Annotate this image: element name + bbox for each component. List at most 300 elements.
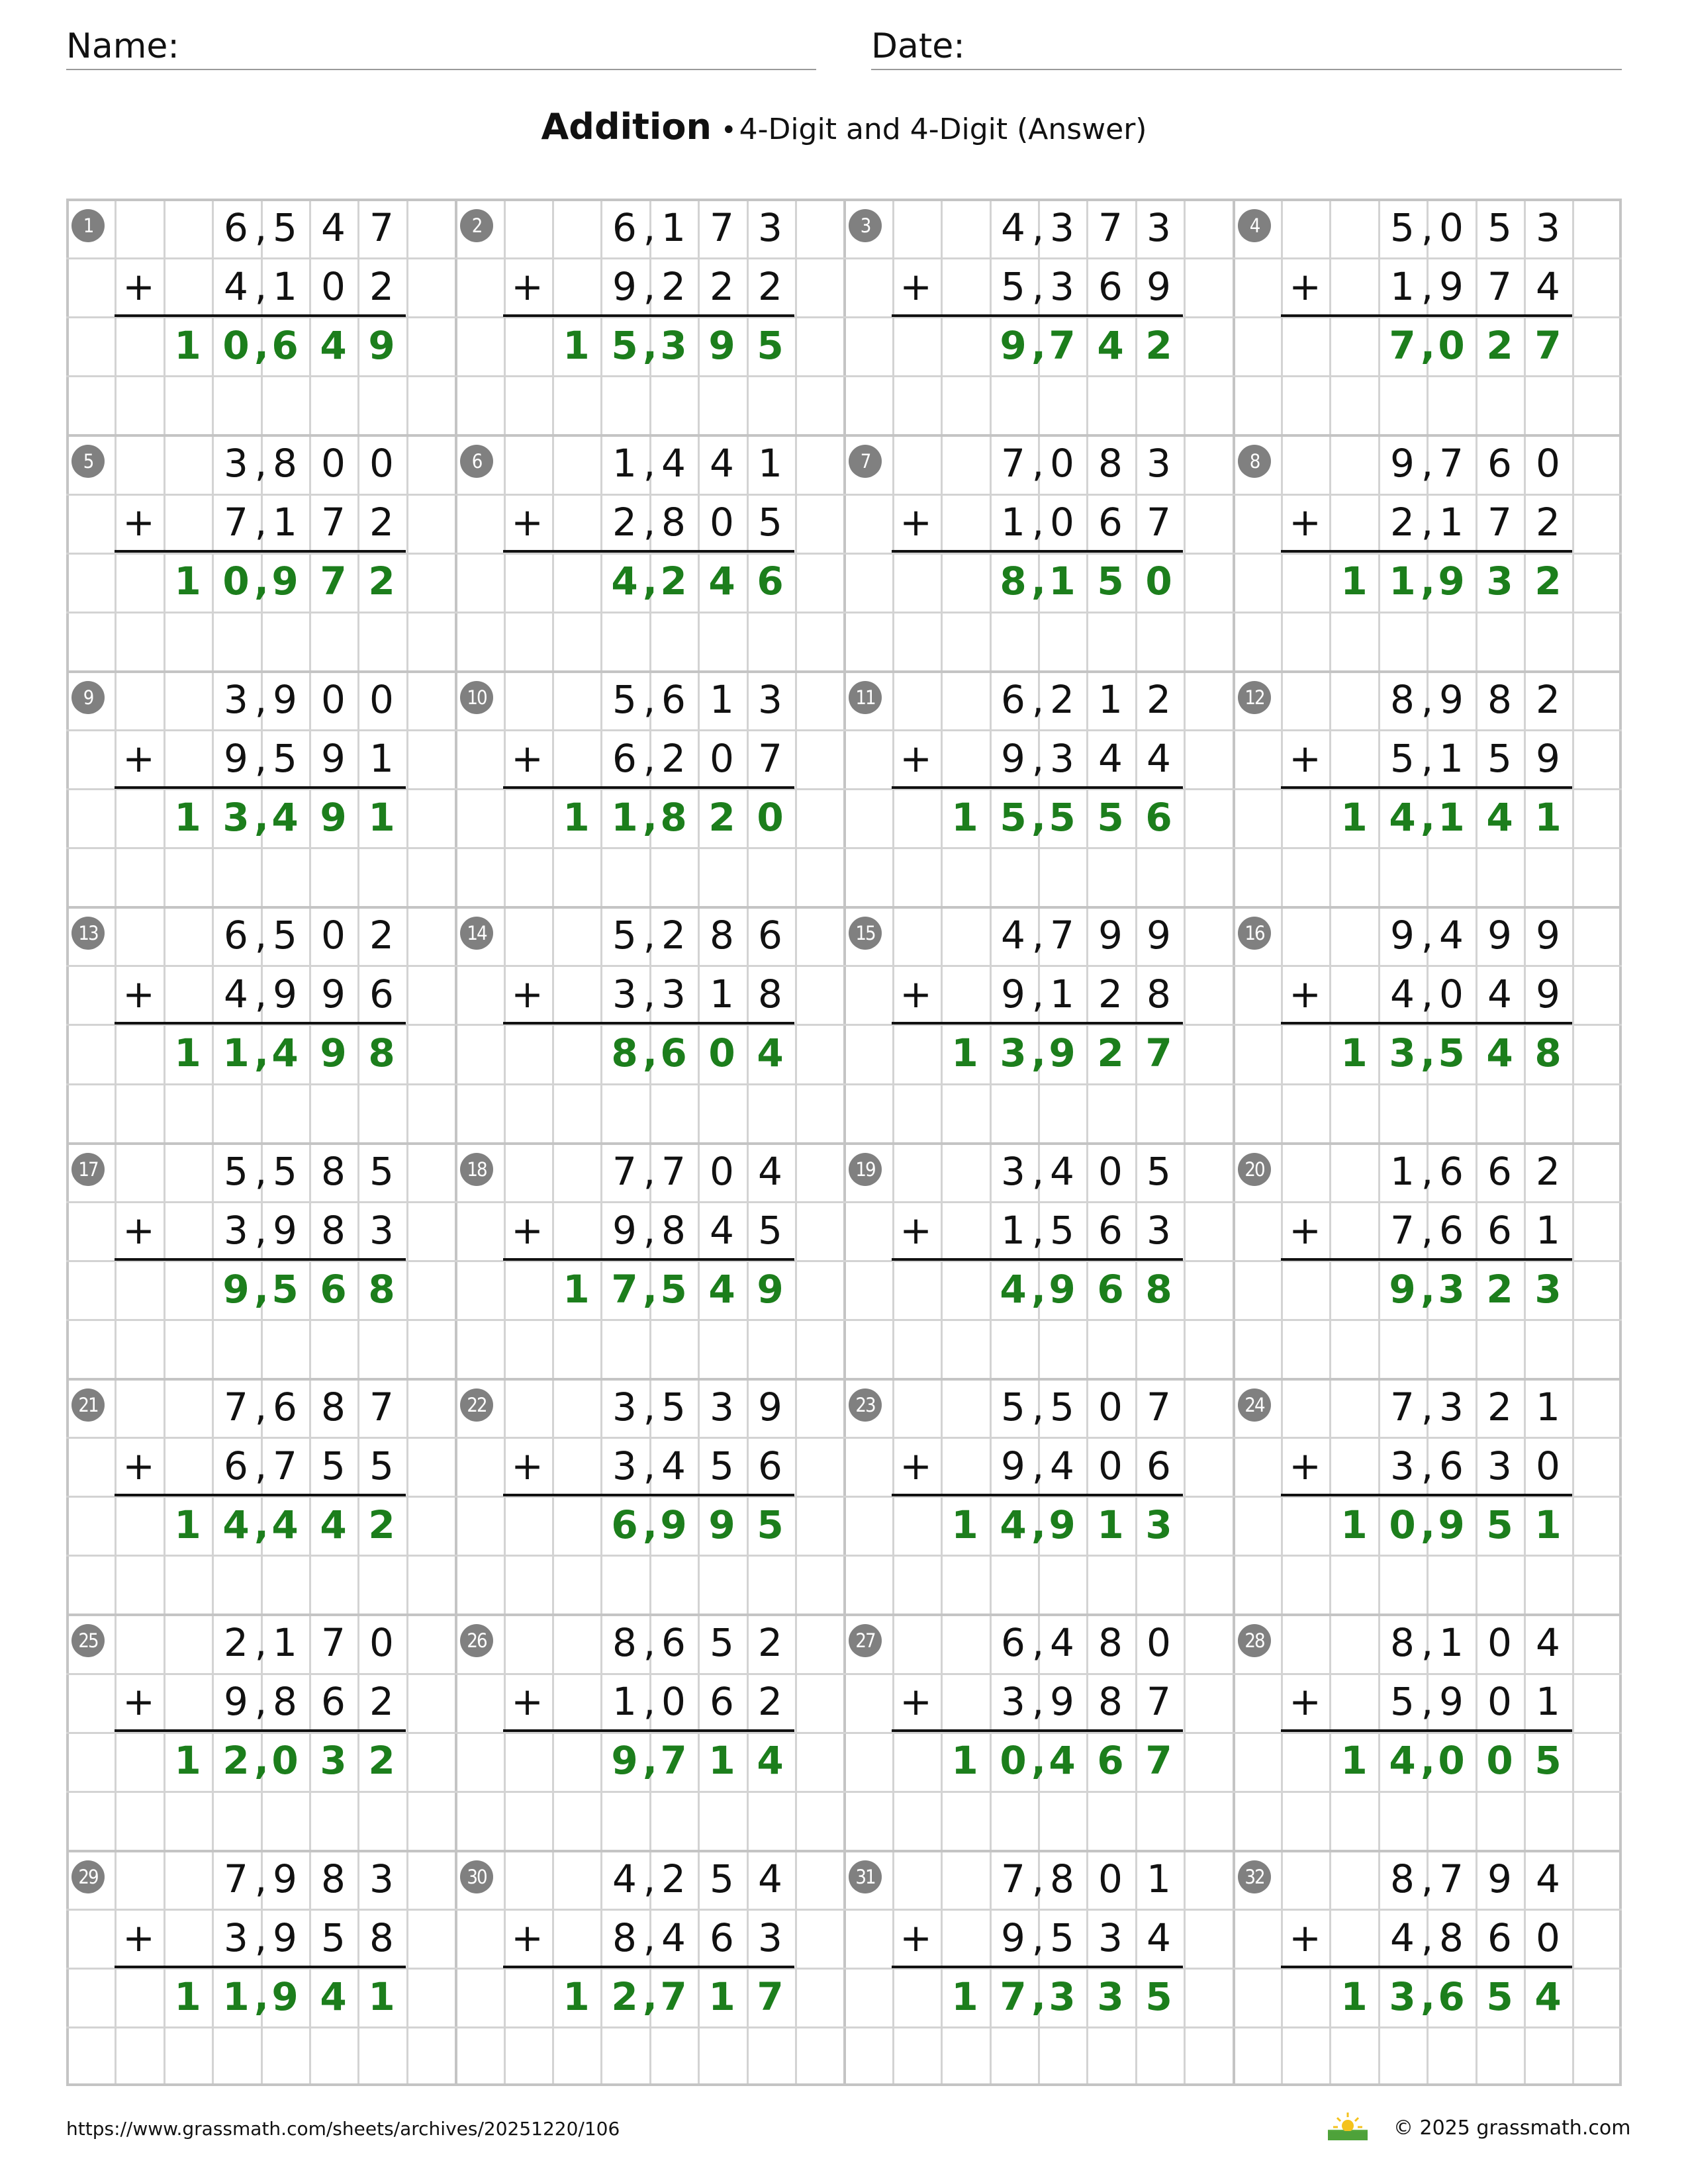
addend-1-digit: 3 [369,1856,394,1901]
problem-number-badge: 20 [1238,1153,1271,1186]
addend-1-digit: 5 [1050,1385,1074,1430]
answer-digit: 2 [1145,323,1172,368]
addend-2-digit: 3 [758,1915,782,1960]
answer-digit: 7 [1145,1030,1172,1075]
addend-2-digit: 6 [1439,1443,1464,1488]
addend-1-comma: , [1031,441,1045,486]
answer-comma: , [1421,1738,1436,1783]
answer-digit: 7 [320,559,347,604]
addend-1-digit: 6 [758,913,782,958]
answer-comma: , [643,1502,658,1547]
date-field[interactable] [871,23,1622,70]
plus-sign: + [122,972,155,1017]
addend-2-digit: 5 [1050,1915,1074,1960]
addend-1-digit: 3 [612,1385,637,1430]
addend-2-digit: 1 [710,972,734,1017]
answer-digit: 1 [368,795,395,840]
addend-2-digit: 1 [273,264,297,309]
answer-digit: 8 [611,1030,638,1075]
problem-number-badge: 1 [71,209,105,242]
answer-digit: 5 [611,323,638,368]
addend-1-digit: 6 [273,1385,297,1430]
addend-1-comma: , [643,677,656,722]
answer-digit: 4 [320,323,347,368]
addend-1-digit: 0 [1536,441,1560,486]
addend-1-digit: 1 [1098,677,1123,722]
answer-digit: 4 [222,1502,250,1547]
answer-digit: 5 [757,1502,784,1547]
answer-digit: 2 [1534,559,1562,604]
answer-digit: 3 [1145,1502,1172,1547]
addend-1-comma: , [1031,913,1045,958]
addend-2-digit: 5 [1390,736,1415,781]
addend-1-digit: 6 [224,913,248,958]
answer-digit: 4 [271,1030,299,1075]
addend-1-digit: 3 [758,205,782,250]
answer-digit: 0 [757,795,784,840]
addend-1-comma: , [254,677,267,722]
answer-digit: 0 [1438,323,1465,368]
problem-number-badge: 22 [460,1388,493,1422]
addend-1-digit: 7 [661,1149,686,1194]
answer-digit: 1 [1534,795,1562,840]
addend-2-comma: , [1031,264,1045,309]
problem-number-badge: 5 [71,445,105,478]
answer-digit: 9 [320,1030,347,1075]
addend-2-digit: 3 [612,972,637,1017]
answer-digit: 1 [222,1974,250,2019]
addend-2-digit: 1 [369,736,394,781]
answer-digit: 6 [271,323,299,368]
problem-number-badge: 16 [1238,917,1271,950]
answer-comma: , [643,323,658,368]
name-field[interactable] [66,23,816,70]
plus-sign: + [900,1208,932,1253]
problem-card [843,670,1232,906]
problem-number-badge: 7 [849,445,882,478]
plus-sign: + [900,972,932,1017]
addend-2-digit: 8 [612,1915,637,1960]
answer-digit: 5 [1097,559,1124,604]
answer-digit: 6 [1438,1974,1465,2019]
answer-digit: 8 [1534,1030,1562,1075]
addend-1-digit: 3 [1439,1385,1464,1430]
addend-1-digit: 4 [1001,205,1025,250]
addend-2-digit: 5 [1390,1679,1415,1724]
answer-digit: 8 [368,1267,395,1312]
answer-digit: 5 [1486,1502,1513,1547]
addend-2-digit: 2 [369,1679,394,1724]
plus-sign: + [900,500,932,545]
answer-digit: 1 [1534,1502,1562,1547]
addend-1-digit: 9 [1147,913,1171,958]
addend-2-digit: 5 [758,1208,782,1253]
answer-digit: 1 [1049,559,1076,604]
addend-1-digit: 0 [369,677,394,722]
problem-card [455,1378,843,1614]
addend-1-digit: 0 [1487,1620,1512,1665]
answer-comma: , [1421,1267,1436,1312]
addend-1-comma: , [1031,677,1045,722]
addend-1-digit: 6 [224,205,248,250]
answer-digit: 1 [563,1974,590,2019]
answer-comma: , [1031,559,1047,604]
addend-1-digit: 0 [369,441,394,486]
answer-digit: 1 [951,1502,978,1547]
answer-digit: 2 [222,1738,250,1783]
addend-1-digit: 7 [1147,1385,1171,1430]
problem-card [843,1850,1232,2085]
answer-digit: 4 [1389,1738,1416,1783]
answer-digit: 3 [1049,1974,1076,2019]
addend-2-digit: 7 [1147,500,1171,545]
answer-digit: 4 [1486,1030,1513,1075]
answer-digit: 2 [368,1502,395,1547]
problem-card [66,1614,455,1849]
answer-digit: 9 [1049,1267,1076,1312]
addend-2-digit: 6 [369,972,394,1017]
answer-digit: 2 [368,1738,395,1783]
addend-2-digit: 9 [224,736,248,781]
addend-2-digit: 9 [1536,972,1560,1017]
addend-1-comma: , [643,1620,656,1665]
addend-2-digit: 4 [224,264,248,309]
addend-1-digit: 8 [273,441,297,486]
answer-digit: 3 [1534,1267,1562,1312]
addend-1-digit: 9 [273,1856,297,1901]
answer-comma: , [1031,1974,1047,2019]
plus-sign: + [122,1915,155,1960]
addend-2-digit: 2 [1390,500,1415,545]
answer-digit: 0 [1145,559,1172,604]
addend-2-digit: 3 [1001,1679,1025,1724]
addend-2-digit: 3 [1147,1208,1171,1253]
addend-1-digit: 4 [1536,1620,1560,1665]
title-main: Addition [541,106,712,148]
addend-1-comma: , [254,441,267,486]
plus-sign: + [122,736,155,781]
answer-digit: 4 [757,1030,784,1075]
answer-digit: 9 [222,1267,250,1312]
addend-2-comma: , [1031,1679,1045,1724]
addend-2-comma: , [1421,264,1434,309]
addend-2-digit: 2 [369,500,394,545]
problem-card [1233,199,1621,434]
addend-1-digit: 3 [1147,205,1171,250]
addend-2-digit: 3 [1050,264,1074,309]
addend-2-digit: 8 [758,972,782,1017]
addend-1-digit: 1 [1439,1620,1464,1665]
addend-1-digit: 3 [224,677,248,722]
addend-1-digit: 4 [1439,913,1464,958]
problem-card [843,1614,1232,1849]
addend-2-digit: 8 [273,1679,297,1724]
answer-digit: 0 [1438,1738,1465,1783]
addend-2-digit: 9 [224,1679,248,1724]
addend-2-digit: 4 [1390,972,1415,1017]
addend-2-digit: 0 [1536,1915,1560,1960]
answer-comma: , [643,559,658,604]
problem-card [455,670,843,906]
addend-1-digit: 8 [1390,677,1415,722]
footer-url: https://www.grassmath.com/sheets/archives/20251220/106 [66,2118,620,2140]
addend-1-digit: 2 [224,1620,248,1665]
addend-1-digit: 3 [224,441,248,486]
addend-1-digit: 4 [758,1856,782,1901]
answer-digit: 4 [1534,1974,1562,2019]
addend-1-digit: 6 [612,205,637,250]
answer-digit: 1 [174,795,201,840]
addend-2-digit: 3 [224,1915,248,1960]
answer-digit: 7 [1145,1738,1172,1783]
addend-1-digit: 2 [1536,1149,1560,1194]
addend-1-digit: 6 [661,1620,686,1665]
addend-1-digit: 7 [1390,1385,1415,1430]
addend-2-comma: , [1421,500,1434,545]
answer-digit: 9 [271,559,299,604]
answer-digit: 4 [757,1738,784,1783]
answer-digit: 7 [757,1974,784,2019]
date-label: Date: [871,26,965,66]
addend-1-digit: 5 [710,1620,734,1665]
answer-digit: 9 [708,1502,735,1547]
addend-2-digit: 4 [224,972,248,1017]
answer-comma: , [643,1030,658,1075]
problem-number-badge: 8 [1238,445,1271,478]
answer-digit: 4 [1389,795,1416,840]
problem-card [843,1378,1232,1614]
problem-number-badge: 23 [849,1388,882,1422]
addend-1-digit: 2 [1147,677,1171,722]
addend-2-comma: , [1421,1208,1434,1253]
addend-1-comma: , [643,1385,656,1430]
problem-number-badge: 11 [849,681,882,714]
answer-comma: , [1421,1502,1436,1547]
answer-digit: 3 [1389,1974,1416,2019]
addend-2-digit: 9 [273,972,297,1017]
addend-1-digit: 1 [273,1620,297,1665]
addend-2-comma: , [254,500,267,545]
answer-digit: 9 [1049,1030,1076,1075]
addend-1-comma: , [1421,1620,1434,1665]
answer-digit: 3 [320,1738,347,1783]
answer-digit: 1 [563,1267,590,1312]
problem-card [66,1142,455,1378]
problem-number-badge: 29 [71,1860,105,1893]
answer-digit: 9 [660,1502,687,1547]
answer-digit: 9 [368,323,395,368]
addend-2-digit: 9 [321,972,346,1017]
addend-2-digit: 6 [321,1679,346,1724]
answer-digit: 5 [1145,1974,1172,2019]
addend-1-digit: 9 [1536,913,1560,958]
addend-1-digit: 8 [321,1856,346,1901]
addend-1-comma: , [254,1385,267,1430]
addend-2-digit: 6 [1098,1208,1123,1253]
addend-2-digit: 7 [1147,1679,1171,1724]
addend-1-digit: 4 [1050,1620,1074,1665]
addend-2-comma: , [643,972,656,1017]
answer-digit: 3 [1389,1030,1416,1075]
addend-1-comma: , [1031,1856,1045,1901]
problem-number-badge: 4 [1238,209,1271,242]
addend-2-digit: 5 [1001,264,1025,309]
addend-1-digit: 2 [1536,677,1560,722]
addend-1-digit: 0 [1098,1856,1123,1901]
addend-1-comma: , [643,441,656,486]
addend-1-digit: 8 [612,1620,637,1665]
plus-sign: + [900,1915,932,1960]
addend-1-digit: 0 [369,1620,394,1665]
answer-digit: 4 [271,1502,299,1547]
addend-2-digit: 0 [710,500,734,545]
answer-comma: , [643,1738,658,1783]
problem-number-badge: 19 [849,1153,882,1186]
addend-2-digit: 0 [1439,972,1464,1017]
answer-comma: , [1031,1502,1047,1547]
answer-digit: 1 [174,1974,201,2019]
addend-1-digit: 4 [1050,1149,1074,1194]
addend-2-comma: , [1031,500,1045,545]
addend-1-digit: 5 [1487,205,1512,250]
addend-1-digit: 4 [1536,1856,1560,1901]
addend-2-digit: 1 [1439,500,1464,545]
addend-1-digit: 4 [758,1149,782,1194]
addend-1-digit: 7 [612,1149,637,1194]
problem-card [1233,1142,1621,1378]
answer-digit: 1 [1340,1502,1368,1547]
problem-number-badge: 25 [71,1624,105,1657]
addend-2-digit: 8 [661,500,686,545]
addend-2-digit: 7 [1487,500,1512,545]
addend-2-digit: 1 [1439,736,1464,781]
problem-card [1233,670,1621,906]
addend-2-comma: , [1031,736,1045,781]
addend-2-digit: 0 [661,1679,686,1724]
plus-sign: + [122,1208,155,1253]
addend-2-comma: , [254,1679,267,1724]
addend-2-digit: 9 [273,1208,297,1253]
answer-digit: 4 [271,795,299,840]
addend-1-comma: , [643,1149,656,1194]
answer-comma: , [643,795,658,840]
addend-1-digit: 1 [661,205,686,250]
addend-2-digit: 6 [758,1443,782,1488]
answer-digit: 4 [1486,795,1513,840]
answer-comma: , [254,1738,269,1783]
answer-digit: 7 [1049,323,1076,368]
addend-1-digit: 5 [710,1856,734,1901]
answer-digit: 6 [611,1502,638,1547]
addend-2-digit: 8 [661,1208,686,1253]
answer-digit: 1 [1097,1502,1124,1547]
answer-digit: 4 [1000,1502,1027,1547]
plus-sign: + [122,264,155,309]
problem-card [843,434,1232,670]
addend-2-digit: 4 [1050,1443,1074,1488]
worksheet-title [0,106,1688,148]
problem-grid [66,199,1622,2086]
addend-1-digit: 8 [321,1149,346,1194]
answer-digit: 5 [757,323,784,368]
problem-number-badge: 3 [849,209,882,242]
addend-2-digit: 1 [273,500,297,545]
answer-digit: 1 [1340,1738,1368,1783]
answer-digit: 0 [222,323,250,368]
answer-comma: , [1421,1030,1436,1075]
addend-2-digit: 5 [321,1915,346,1960]
answer-digit: 6 [1097,1738,1124,1783]
plus-sign: + [511,264,543,309]
plus-sign: + [122,1443,155,1488]
problem-card [455,906,843,1142]
answer-digit: 2 [708,795,735,840]
answer-digit: 1 [1340,1974,1368,2019]
addend-1-digit: 1 [1536,1385,1560,1430]
addend-2-digit: 6 [612,736,637,781]
addend-1-digit: 5 [1001,1385,1025,1430]
problem-number-badge: 15 [849,917,882,950]
addend-2-digit: 5 [321,1443,346,1488]
addend-2-digit: 4 [1147,1915,1171,1960]
plus-sign: + [511,1443,543,1488]
addend-1-digit: 8 [1050,1856,1074,1901]
answer-digit: 1 [708,1738,735,1783]
problem-card [1233,906,1621,1142]
addend-1-digit: 0 [321,677,346,722]
addend-1-digit: 7 [1439,441,1464,486]
answer-digit: 1 [174,1030,201,1075]
problem-card [843,199,1232,434]
name-label: Name: [66,26,179,66]
addend-1-comma: , [1421,441,1434,486]
addend-2-digit: 7 [224,500,248,545]
addend-2-digit: 4 [710,1208,734,1253]
answer-digit: 1 [1340,559,1368,604]
addend-2-comma: , [1421,972,1434,1017]
addend-2-digit: 7 [321,500,346,545]
addend-2-digit: 0 [1536,1443,1560,1488]
addend-2-digit: 6 [710,1679,734,1724]
problem-card [66,434,455,670]
addend-2-digit: 3 [1050,736,1074,781]
addend-1-digit: 2 [758,1620,782,1665]
plus-sign: + [1289,1208,1321,1253]
answer-digit: 6 [757,559,784,604]
addend-1-comma: , [1031,1385,1045,1430]
addend-2-digit: 0 [321,264,346,309]
plus-sign: + [1289,500,1321,545]
addend-1-digit: 9 [273,677,297,722]
addend-2-digit: 8 [369,1915,394,1960]
addend-2-digit: 0 [710,736,734,781]
addend-1-digit: 4 [710,441,734,486]
addend-2-digit: 8 [1147,972,1171,1017]
plus-sign: + [511,736,543,781]
addend-2-digit: 5 [273,736,297,781]
answer-digit: 9 [1049,1502,1076,1547]
addend-2-digit: 2 [1536,500,1560,545]
addend-1-comma: , [1031,205,1045,250]
answer-digit: 0 [271,1738,299,1783]
answer-digit: 1 [951,1738,978,1783]
addend-2-digit: 3 [612,1443,637,1488]
sun-over-grass-icon [1324,2110,1372,2142]
answer-digit: 0 [708,1030,735,1075]
answer-digit: 4 [611,559,638,604]
plus-sign: + [511,500,543,545]
problem-number-badge: 10 [460,681,493,714]
